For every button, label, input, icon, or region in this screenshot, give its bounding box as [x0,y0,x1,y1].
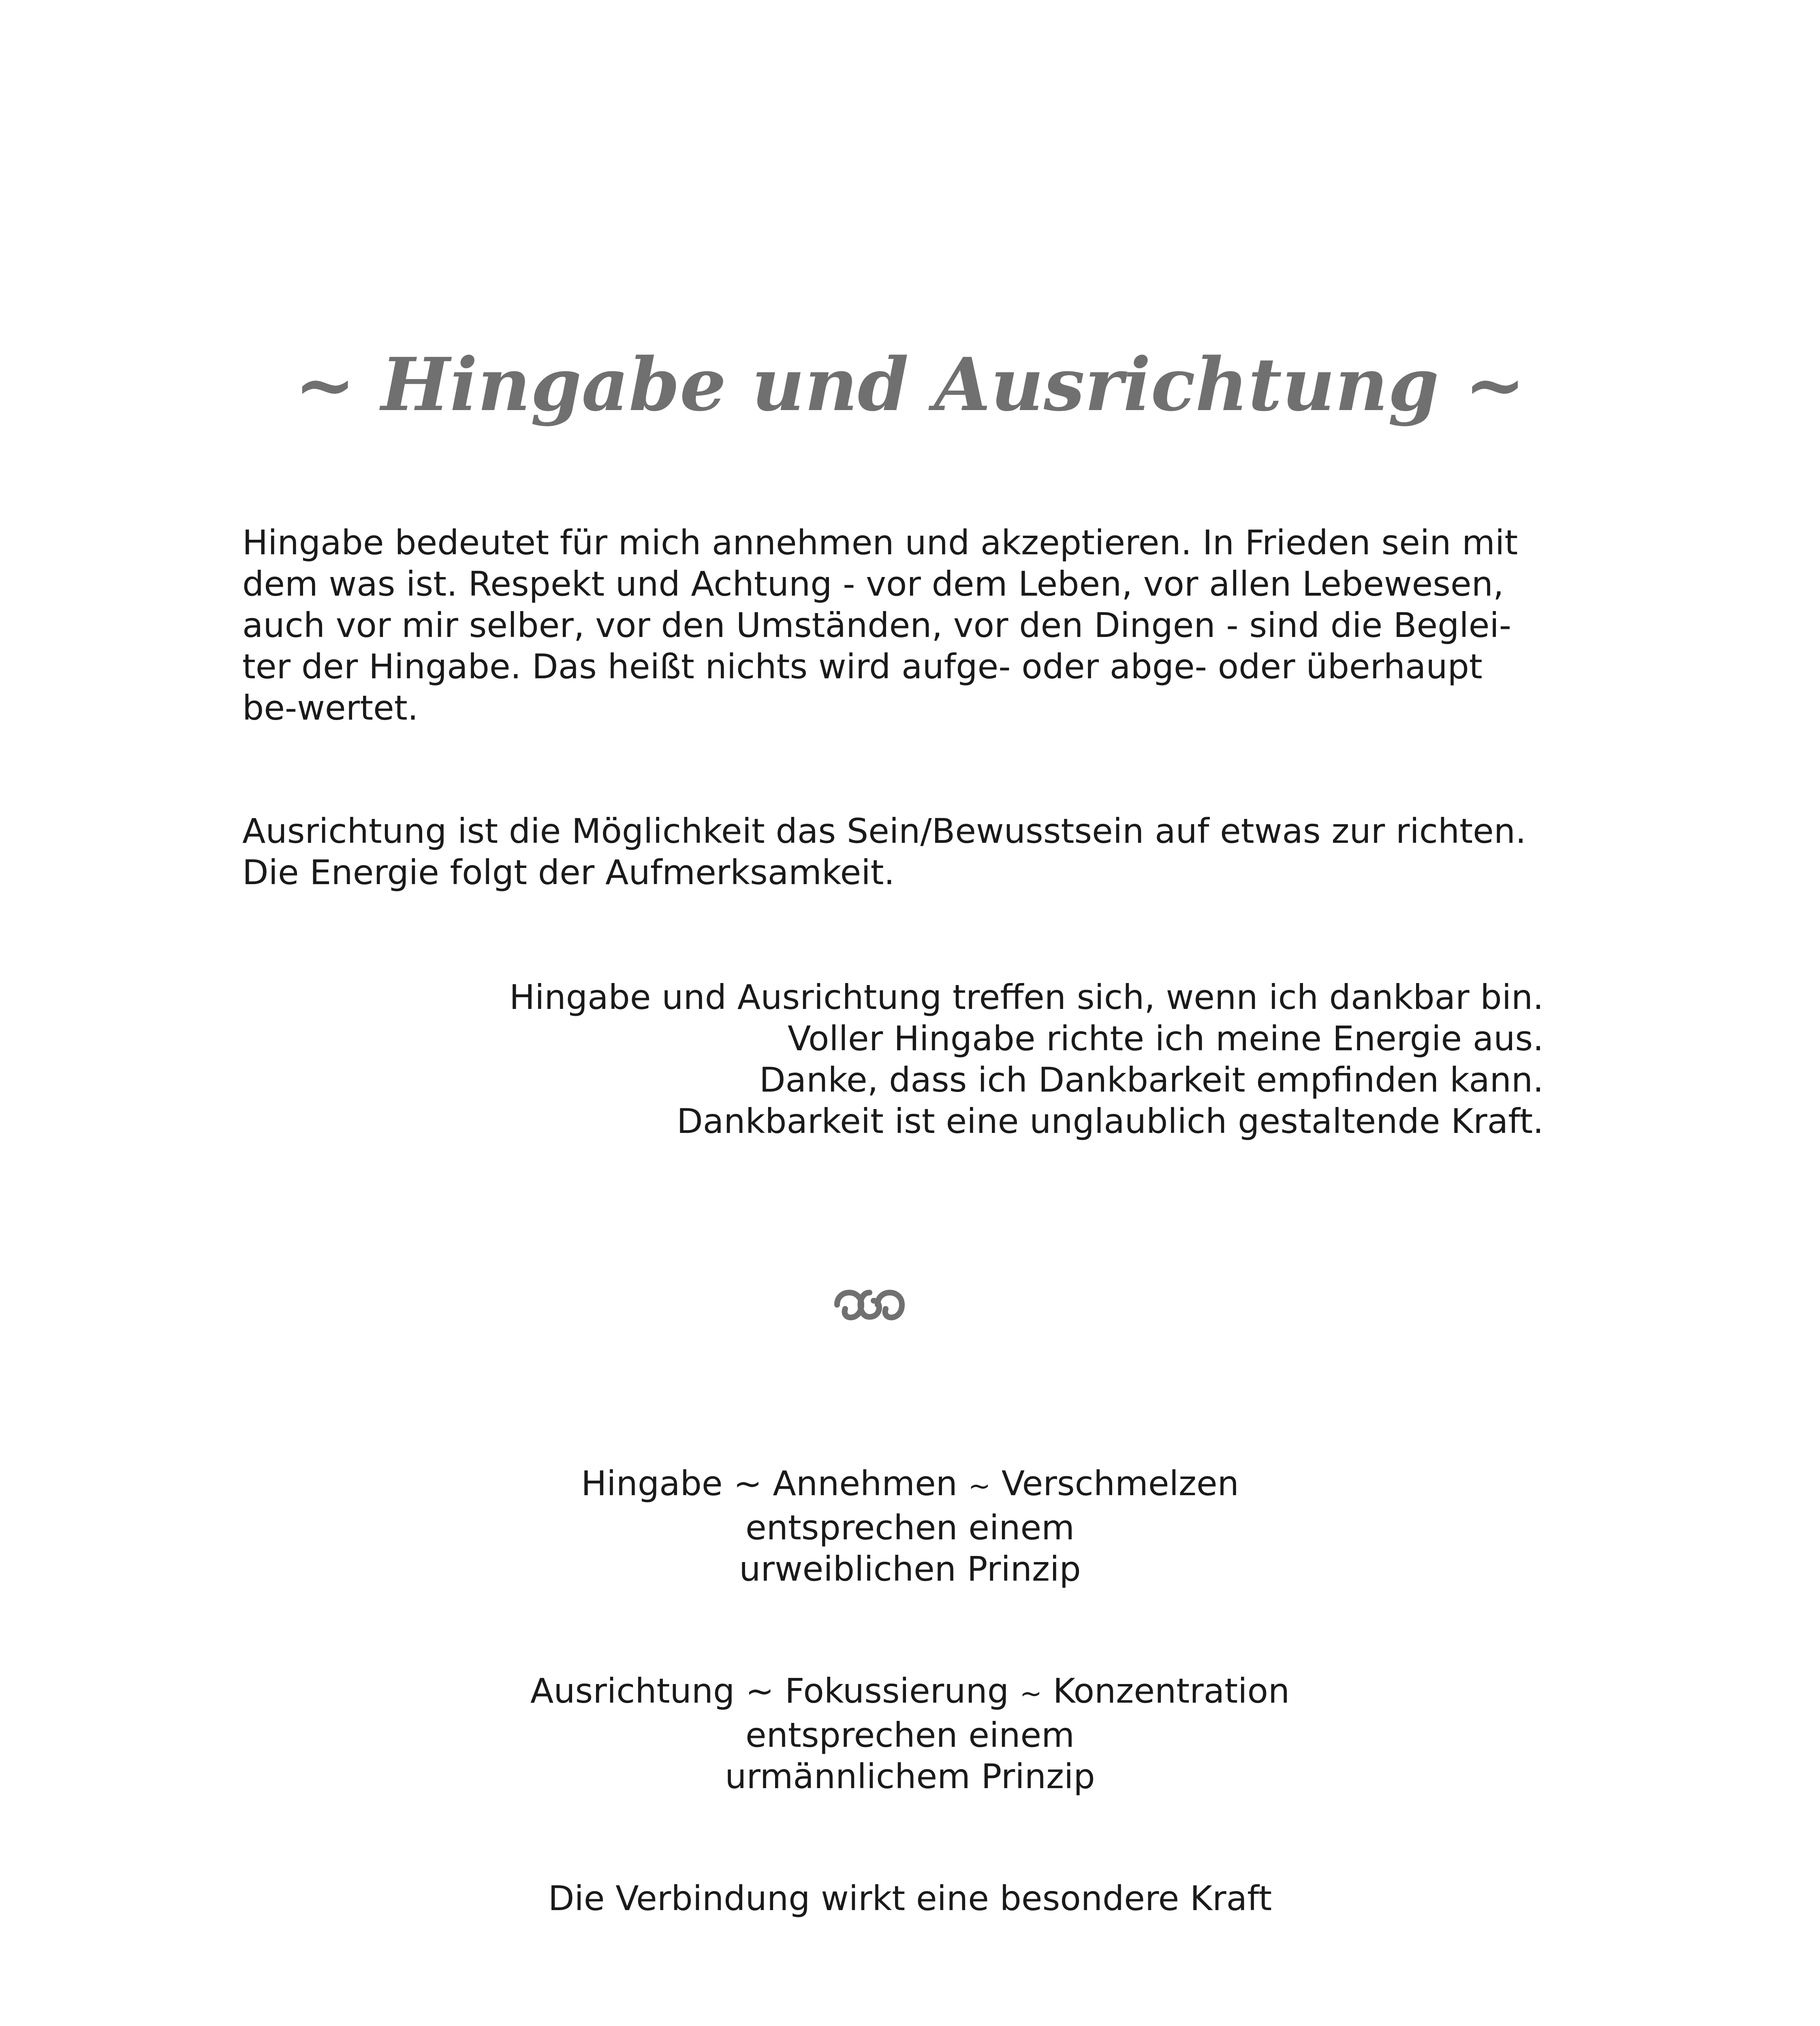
feminine-line-2: entsprechen einem [745,1508,1075,1547]
paragraph-hingabe [242,522,1544,729]
feminine-line-1: Hingabe ~ Annehmen ~ Verschmelzen [581,1464,1239,1503]
feminine-principle [0,1463,1820,1590]
page-title: ~ Hingabe und Ausrichtung ~ [294,342,1526,427]
paragraph-line: auch vor mir selber, vor den Umständen, vor den Dingen - sind die Beglei- [242,605,1512,645]
paragraph-line: be-wertet. [242,688,419,728]
gratitude-block [242,977,1544,1142]
gratitude-line: Danke, dass ich Dankbarkeit empfinden kann. [759,1060,1544,1100]
paragraph-line: Hingabe bedeutet für mich annehmen und akzeptieren. In Frieden sein mit [242,523,1518,562]
paragraph-line: ter der Hingabe. Das heißt nichts wird aufge- oder abge- oder überhaupt [242,647,1482,686]
paragraph-line: Ausrichtung ist die Möglichkeit das Sein/Bewusstsein auf etwas zur richten. [242,811,1526,851]
feminine-line-3: urweiblichen Prinzip [739,1549,1081,1589]
masculine-line-1: Ausrichtung ~ Fokussierung ~ Konzentration [530,1671,1290,1711]
paragraph-line: dem was ist. Respekt und Achtung - vor dem Leben, vor allen Lebewesen, [242,564,1504,604]
masculine-line-3: urmännlichem Prinzip [725,1757,1095,1796]
conclusion-line: Die Verbindung wirkt eine besondere Kraft [548,1879,1272,1918]
swirl-ornament-icon [829,1276,910,1333]
masculine-line-2: entsprechen einem [745,1715,1075,1755]
paragraph-line: Die Energie folgt der Aufmerksamkeit. [242,853,895,892]
masculine-principle [0,1670,1820,1797]
gratitude-line: Dankbarkeit ist eine unglaublich gestaltende Kraft. [677,1101,1544,1141]
gratitude-line: Voller Hingabe richte ich meine Energie aus. [788,1019,1544,1058]
gratitude-line: Hingabe und Ausrichtung treffen sich, wenn ich dankbar bin. [509,977,1544,1017]
paragraph-ausrichtung [242,810,1544,893]
